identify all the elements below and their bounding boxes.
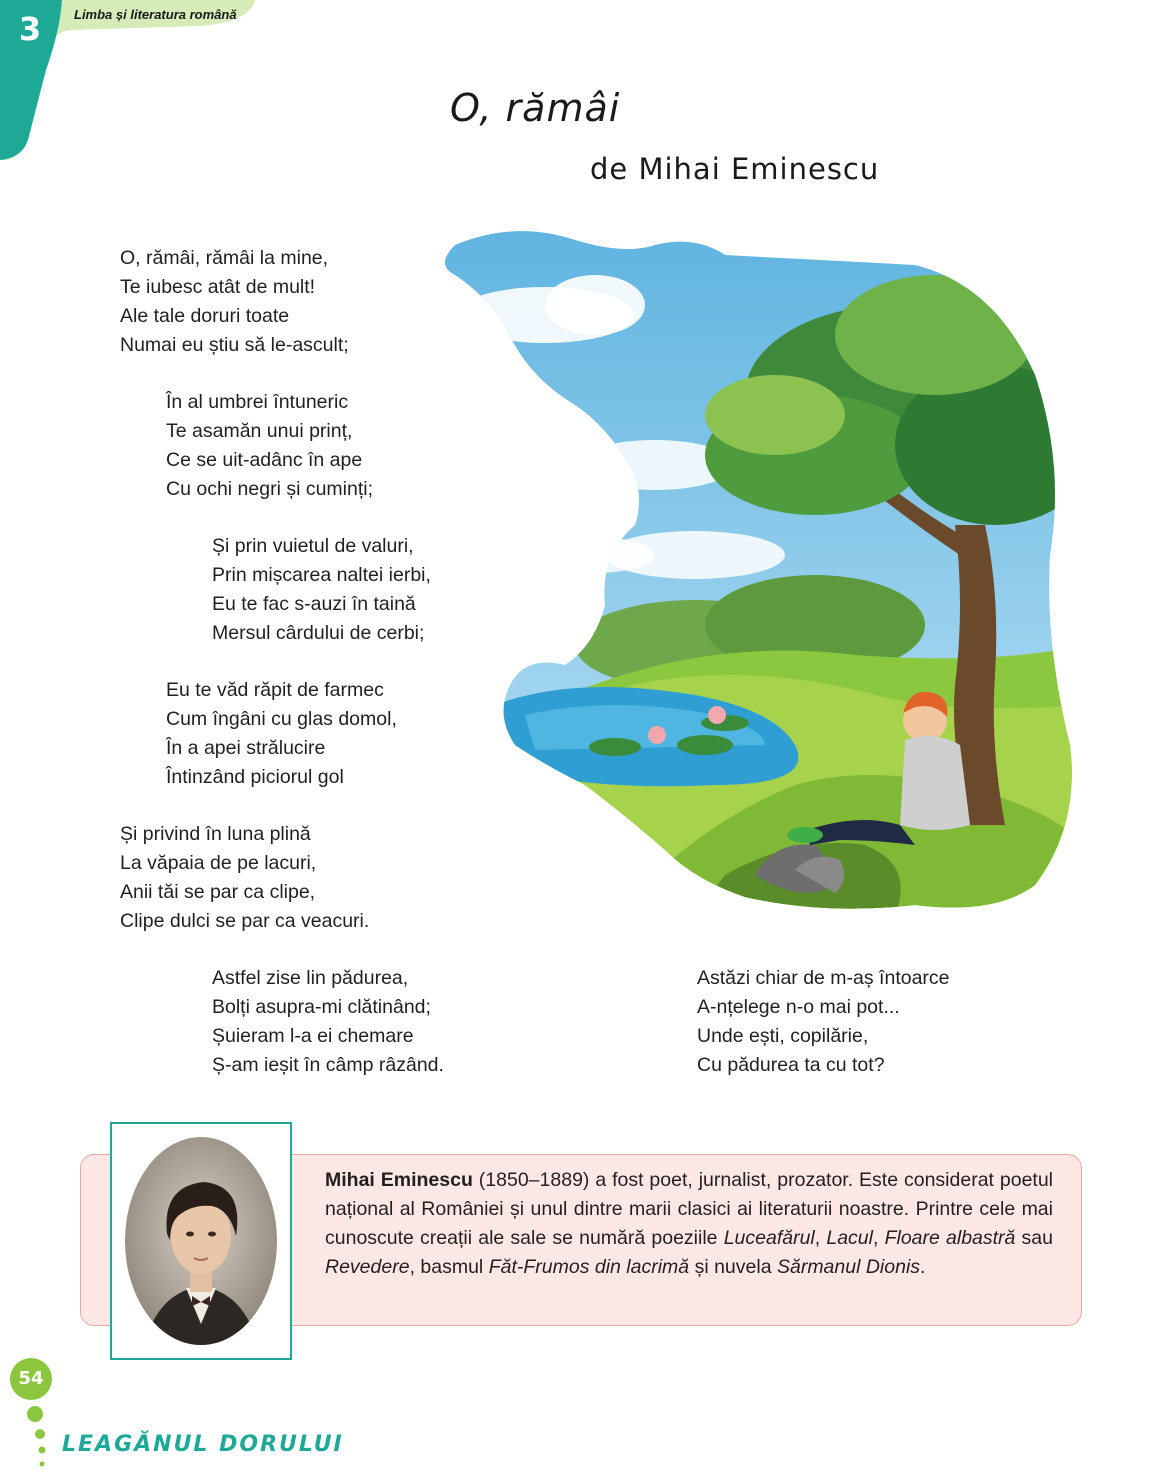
poem-line: Te iubesc atât de mult! — [120, 276, 316, 298]
work-title: Făt-Frumos din lacrimă — [488, 1256, 690, 1278]
work-title: Revedere — [325, 1256, 410, 1278]
bio-separator: , — [872, 1227, 885, 1249]
poem-line: Ce se uit-adânc în ape — [166, 449, 363, 471]
stanza-2 — [166, 388, 373, 504]
stanza-1 — [120, 244, 349, 360]
bio-sentence: (1850–1889) a fost poet, jurnalist, prozator. Este considerat poetul național al României și unul dintre marii clasici ai literaturii noastre. Printre cele mai cunoscute creații ale sale se numără poeziile — [325, 1169, 1054, 1249]
poem-line: Întinzând piciorul gol — [166, 766, 344, 788]
author-bio-text — [325, 1166, 1053, 1282]
bio-separator: . — [920, 1256, 926, 1278]
poem-line: Și prin vuietul de valuri, — [212, 535, 414, 557]
poem-line: La văpaia de pe lacuri, — [120, 852, 317, 874]
poem-line: Mersul cârdului de cerbi; — [212, 622, 425, 644]
author-portrait-frame — [110, 1122, 292, 1360]
page-number: 54 — [10, 1358, 52, 1400]
decorative-dots — [20, 1404, 50, 1474]
work-title: Floare albastră — [884, 1227, 1016, 1249]
poem-line: Astăzi chiar de m-aș întoarce — [697, 967, 950, 989]
stanza-6 — [212, 964, 444, 1080]
poem-line: Astfel zise lin pădurea, — [212, 967, 409, 989]
author-portrait — [112, 1124, 290, 1358]
work-title: Lacul — [826, 1227, 873, 1249]
poem-line: Anii tăi se par ca clipe, — [120, 881, 316, 903]
poem-line: O, rămâi, rămâi la mine, — [120, 247, 329, 269]
stanza-4 — [166, 676, 397, 792]
poem-line: Bolți asupra-mi clătinând; — [212, 996, 431, 1018]
poem-line: Și privind în luna plină — [120, 823, 311, 845]
poem-line: În al umbrei întuneric — [166, 391, 349, 413]
poem-line: Cu pădurea ta cu tot? — [697, 1054, 885, 1076]
bio-separator: și nuvela — [689, 1256, 777, 1278]
poem-line: Clipe dulci se par ca veacuri. — [120, 910, 370, 932]
work-title: Luceafărul — [723, 1227, 815, 1249]
bio-separator: sau — [1015, 1227, 1053, 1249]
stanza-7 — [697, 964, 950, 1080]
poem-line: Cu ochi negri și cuminți; — [166, 478, 373, 500]
poem-line: Eu te văd răpit de farmec — [166, 679, 384, 701]
bio-separator: , — [814, 1227, 827, 1249]
bio-separator: , basmul — [409, 1256, 489, 1278]
poem-line: Șuieram l-a ei chemare — [212, 1025, 414, 1047]
section-title: LEAGĂNUL DORULUI — [62, 1432, 344, 1457]
author-name: Mihai Eminescu — [325, 1169, 473, 1191]
poem-line: Numai eu știu să le-ascult; — [120, 334, 349, 356]
poem-line: Eu te fac s-auzi în taină — [212, 593, 416, 615]
chapter-number: 3 — [18, 10, 42, 48]
poem-line: Te asamăn unui prinț, — [166, 420, 353, 442]
poem-line: Cum îngâni cu glas domol, — [166, 708, 397, 730]
poem-line: Ș-am ieșit în câmp râzând. — [212, 1054, 444, 1076]
work-title: Sărmanul Dionis — [776, 1256, 921, 1278]
poem-line: Unde ești, copilărie, — [697, 1025, 869, 1047]
subject-label: Limba și literatura română — [74, 7, 237, 22]
poem-line: Prin mișcarea naltei ierbi, — [212, 564, 431, 586]
stanza-5 — [120, 820, 369, 936]
poem-title: O, rămâi — [450, 86, 621, 130]
landscape-illustration — [395, 225, 1085, 915]
poem-line: În a apei strălucire — [166, 737, 326, 759]
poem-line: A-nțelege n-o mai pot... — [697, 996, 900, 1018]
poem-author: de Mihai Eminescu — [590, 152, 880, 186]
poem-line: Ale tale doruri toate — [120, 305, 290, 327]
